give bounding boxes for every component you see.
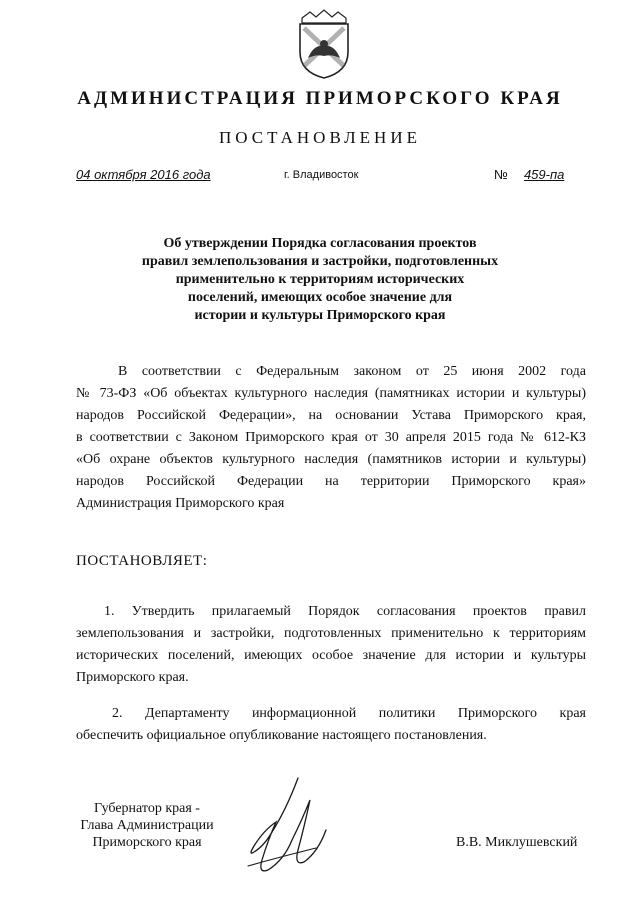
text-line: 2. Департаменту информационной политики Приморского края	[112, 706, 586, 721]
document-number	[494, 167, 570, 182]
number-label: №	[494, 167, 508, 182]
position-line: Приморского края	[92, 835, 202, 850]
text-line: В соответствии с Федеральным законом от 25 июня 2002 года	[118, 364, 586, 379]
text-line: народов Российской Федерации на территории Приморского края»	[76, 474, 586, 489]
title-line: истории и культуры Приморского края	[194, 308, 446, 323]
signatory-position	[62, 800, 232, 851]
text-line: народов Российской Федерации», на основании Устава Приморского края,	[76, 408, 586, 423]
text-line: землепользования и застройки, подготовленных применительно к территориям	[76, 626, 586, 641]
organization-name: АДМИНИСТРАЦИЯ ПРИМОРСКОГО КРАЯ	[77, 88, 563, 109]
title-line: поселений, имеющих особое значение для	[187, 290, 453, 305]
decree-word: ПОСТАНОВЛЯЕТ:	[76, 553, 208, 569]
text-line: Администрация Приморского края	[76, 496, 285, 511]
document-title	[100, 235, 540, 325]
document-type: ПОСТАНОВЛЕНИЕ	[218, 128, 421, 147]
text-line: «Об охране объектов культурного наследия (памятников истории и культуры)	[76, 452, 586, 467]
text-line: в соответствии с Законом Приморского края от 30 апреля 2015 года № 612-КЗ	[76, 430, 586, 445]
title-line: применительно к территориям исторических	[175, 272, 465, 287]
text-line: 1. Утвердить прилагаемый Порядок согласования проектов правил	[104, 604, 586, 619]
item-1-paragraph	[76, 601, 586, 689]
signatory-name: В.В. Миклушевский	[456, 835, 578, 850]
document-date: 04 октября 2016 года	[76, 167, 211, 182]
text-line: Приморского края.	[76, 670, 189, 685]
number-value: 459-па	[523, 167, 565, 182]
item-2-paragraph	[76, 703, 586, 747]
text-line: исторических поселений, имеющих особое значение для истории и культуры	[76, 648, 586, 663]
document-city: г. Владивосток	[284, 169, 359, 181]
position-line: Губернатор края -	[94, 801, 200, 816]
preamble-paragraph	[76, 361, 586, 515]
title-line: правил землепользования и застройки, подготовленных	[141, 254, 499, 269]
text-line: обеспечить официальное опубликование настоящего постановления.	[76, 728, 487, 743]
position-line: Глава Администрации	[80, 818, 214, 833]
text-line: № 73-ФЗ «Об объектах культурного наследия (памятниках истории и культуры)	[76, 386, 586, 401]
title-line: Об утверждении Порядка согласования проектов	[163, 236, 477, 251]
handwritten-signature	[228, 770, 338, 890]
coat-of-arms-icon	[296, 8, 352, 80]
